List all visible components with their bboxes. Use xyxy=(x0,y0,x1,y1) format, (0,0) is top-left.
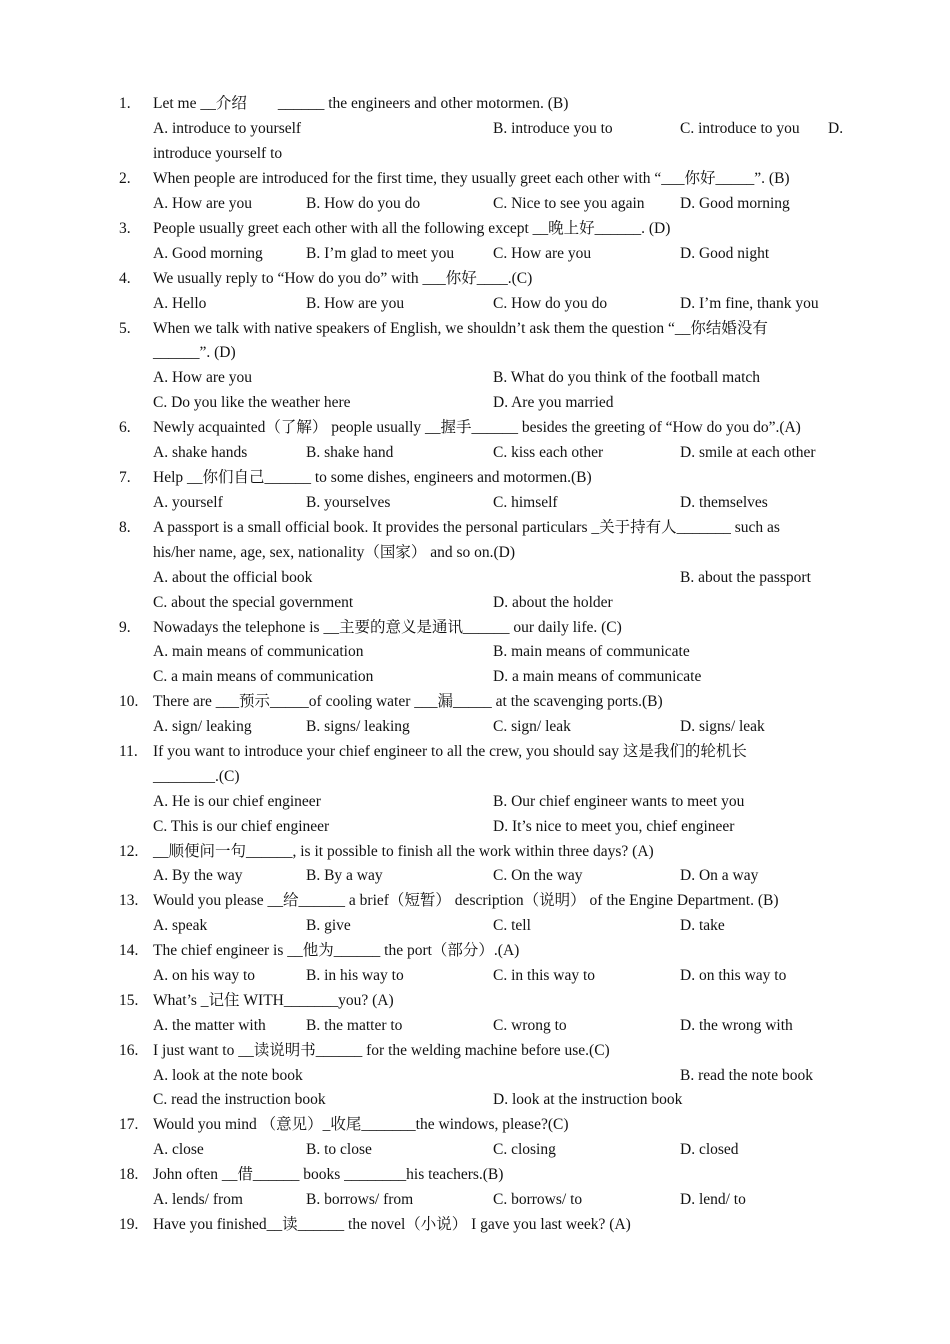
option-b: B. signs/ leaking xyxy=(306,718,410,735)
option-a: A. close xyxy=(153,1141,204,1158)
question-stem: Nowadays the telephone is __主要的意义是通讯______ our daily life. (C) xyxy=(153,619,622,636)
option-d-continued: introduce yourself to xyxy=(153,145,283,162)
question-stem: If you want to introduce your chief engineer to all the crew, you should say 这是我们的轮机长 xyxy=(153,743,747,760)
option-a: A. speak xyxy=(153,917,208,934)
option-d: D. lend/ to xyxy=(680,1191,746,1208)
question-stem: People usually greet each other with all the following except __晚上好______. (D) xyxy=(153,220,671,237)
option-b: B. borrows/ from xyxy=(306,1191,414,1208)
question-stem: Newly acquainted（了解） people usually __握手______ besides the greeting of “How do you do”.(A) xyxy=(153,419,801,436)
option-c: C. read the instruction book xyxy=(153,1091,326,1108)
option-d: D. the wrong with xyxy=(680,1017,793,1034)
question-stem-continued: ________.(C) xyxy=(153,768,240,785)
option-a: A. sign/ leaking xyxy=(153,718,252,735)
option-c: C. closing xyxy=(493,1141,556,1158)
question-stem: __顺便问一句______, is it possible to finish all the work within three days? (A) xyxy=(153,843,654,860)
option-b: B. I’m glad to meet you xyxy=(306,245,455,262)
question-stem: When we talk with native speakers of English, we shouldn’t ask them the question “__你结婚没有 xyxy=(153,320,768,337)
option-d: D. Good morning xyxy=(680,195,790,212)
option-c: C. How do you do xyxy=(493,295,608,312)
question-stem: Help __你们自己______ to some dishes, engineers and motormen.(B) xyxy=(153,469,592,486)
option-b: B. main means of communicate xyxy=(493,643,690,660)
option-a: A. main means of communication xyxy=(153,643,364,660)
question-stem: What’s _记住 WITH_______you? (A) xyxy=(153,992,394,1009)
option-d: D. xyxy=(828,120,844,137)
question-stem: When people are introduced for the first time, they usually greet each other with “___你好_____”. (B) xyxy=(153,170,790,187)
option-a: A. Hello xyxy=(153,295,207,312)
question-stem: There are ___预示_____of cooling water ___漏_____ at the scavenging ports.(B) xyxy=(153,693,663,710)
option-c: C. This is our chief engineer xyxy=(153,818,330,835)
option-a: A. He is our chief engineer xyxy=(153,793,321,810)
option-d: D. take xyxy=(680,917,725,934)
question-stem: Let me __介绍 ______ the engineers and other motormen. (B) xyxy=(153,95,569,112)
option-a: A. the matter with xyxy=(153,1017,266,1034)
option-c: C. about the special government xyxy=(153,594,354,611)
question-stem-continued: his/her name, age, sex, nationality（国家） and so on.(D) xyxy=(153,544,516,561)
option-d: D. I’m fine, thank you xyxy=(680,295,819,312)
option-c: C. kiss each other xyxy=(493,444,604,461)
option-c: C. borrows/ to xyxy=(493,1191,583,1208)
option-c: C. introduce to you xyxy=(680,120,800,137)
question-number: 16. xyxy=(119,1042,139,1059)
option-c: C. How are you xyxy=(493,245,592,262)
option-b: B. read the note book xyxy=(680,1067,814,1084)
option-d: D. about the holder xyxy=(493,594,613,611)
option-d: D. on this way to xyxy=(680,967,787,984)
question-stem: Have you finished__读______ the novel（小说） I gave you last week? (A) xyxy=(153,1216,631,1233)
option-c: C. a main means of communication xyxy=(153,668,374,685)
option-b: B. What do you think of the football match xyxy=(493,369,761,386)
question-number: 11. xyxy=(119,743,138,760)
question-number: 14. xyxy=(119,942,139,959)
option-a: A. By the way xyxy=(153,867,243,884)
option-c: C. sign/ leak xyxy=(493,718,571,735)
option-d: D. themselves xyxy=(680,494,768,511)
question-number: 17. xyxy=(119,1116,139,1133)
option-c: C. himself xyxy=(493,494,558,511)
question-number: 19. xyxy=(119,1216,139,1233)
question-number: 6. xyxy=(119,419,131,436)
question-number: 13. xyxy=(119,892,139,909)
question-stem: The chief engineer is __他为______ the port（部分）.(A) xyxy=(153,942,520,959)
question-number: 1. xyxy=(119,95,131,112)
question-number: 2. xyxy=(119,170,131,187)
option-d: D. It’s nice to meet you, chief engineer xyxy=(493,818,735,835)
option-b: B. shake hand xyxy=(306,444,394,461)
question-number: 3. xyxy=(119,220,131,237)
option-a: A. on his way to xyxy=(153,967,256,984)
option-d: D. closed xyxy=(680,1141,739,1158)
option-d: D. signs/ leak xyxy=(680,718,765,735)
option-a: A. about the official book xyxy=(153,569,313,586)
question-number: 18. xyxy=(119,1166,139,1183)
option-a: A. Good morning xyxy=(153,245,263,262)
option-a: A. lends/ from xyxy=(153,1191,243,1208)
option-d: D. Are you married xyxy=(493,394,614,411)
option-b: B. How do you do xyxy=(306,195,421,212)
question-stem: John often __借______ books ________his teachers.(B) xyxy=(153,1166,504,1183)
question-stem: We usually reply to “How do you do” with ___你好____.(C) xyxy=(153,270,533,287)
option-c: C. in this way to xyxy=(493,967,596,984)
question-stem-continued: ______”. (D) xyxy=(153,344,236,361)
option-d: D. smile at each other xyxy=(680,444,816,461)
option-b: B. in his way to xyxy=(306,967,404,984)
question-number: 7. xyxy=(119,469,131,486)
option-c: C. On the way xyxy=(493,867,583,884)
question-number: 10. xyxy=(119,693,139,710)
option-a: A. How are you xyxy=(153,369,253,386)
option-b: B. Our chief engineer wants to meet you xyxy=(493,793,745,810)
question-stem: Would you please __给______ a brief（短暂） description（说明） of the Engine Department. (B) xyxy=(153,892,779,909)
option-a: A. yourself xyxy=(153,494,223,511)
option-b: B. give xyxy=(306,917,351,934)
question-number: 12. xyxy=(119,843,139,860)
question-number: 4. xyxy=(119,270,131,287)
option-b: B. the matter to xyxy=(306,1017,403,1034)
question-number: 5. xyxy=(119,320,131,337)
option-a: A. shake hands xyxy=(153,444,248,461)
option-b: B. How are you xyxy=(306,295,405,312)
question-number: 8. xyxy=(119,519,131,536)
option-d: D. a main means of communicate xyxy=(493,668,702,685)
question-stem: Would you mind （意见）_收尾_______the windows, please?(C) xyxy=(153,1116,569,1133)
question-number: 9. xyxy=(119,619,131,636)
option-b: B. about the passport xyxy=(680,569,811,586)
option-c: C. Do you like the weather here xyxy=(153,394,351,411)
option-b: B. yourselves xyxy=(306,494,391,511)
question-number: 15. xyxy=(119,992,139,1009)
option-d: D. Good night xyxy=(680,245,770,262)
option-a: A. look at the note book xyxy=(153,1067,303,1084)
option-b: B. introduce you to xyxy=(493,120,613,137)
question-stem: I just want to __读说明书______ for the welding machine before use.(C) xyxy=(153,1042,610,1059)
option-b: B. By a way xyxy=(306,867,383,884)
option-c: C. wrong to xyxy=(493,1017,567,1034)
option-a: A. introduce to yourself xyxy=(153,120,302,137)
option-a: A. How are you xyxy=(153,195,253,212)
option-d: D. look at the instruction book xyxy=(493,1091,683,1108)
option-c: C. Nice to see you again xyxy=(493,195,645,212)
option-b: B. to close xyxy=(306,1141,372,1158)
option-d: D. On a way xyxy=(680,867,759,884)
option-c: C. tell xyxy=(493,917,531,934)
question-stem: A passport is a small official book. It provides the personal particulars _关于持有人_______ such as xyxy=(153,519,780,536)
